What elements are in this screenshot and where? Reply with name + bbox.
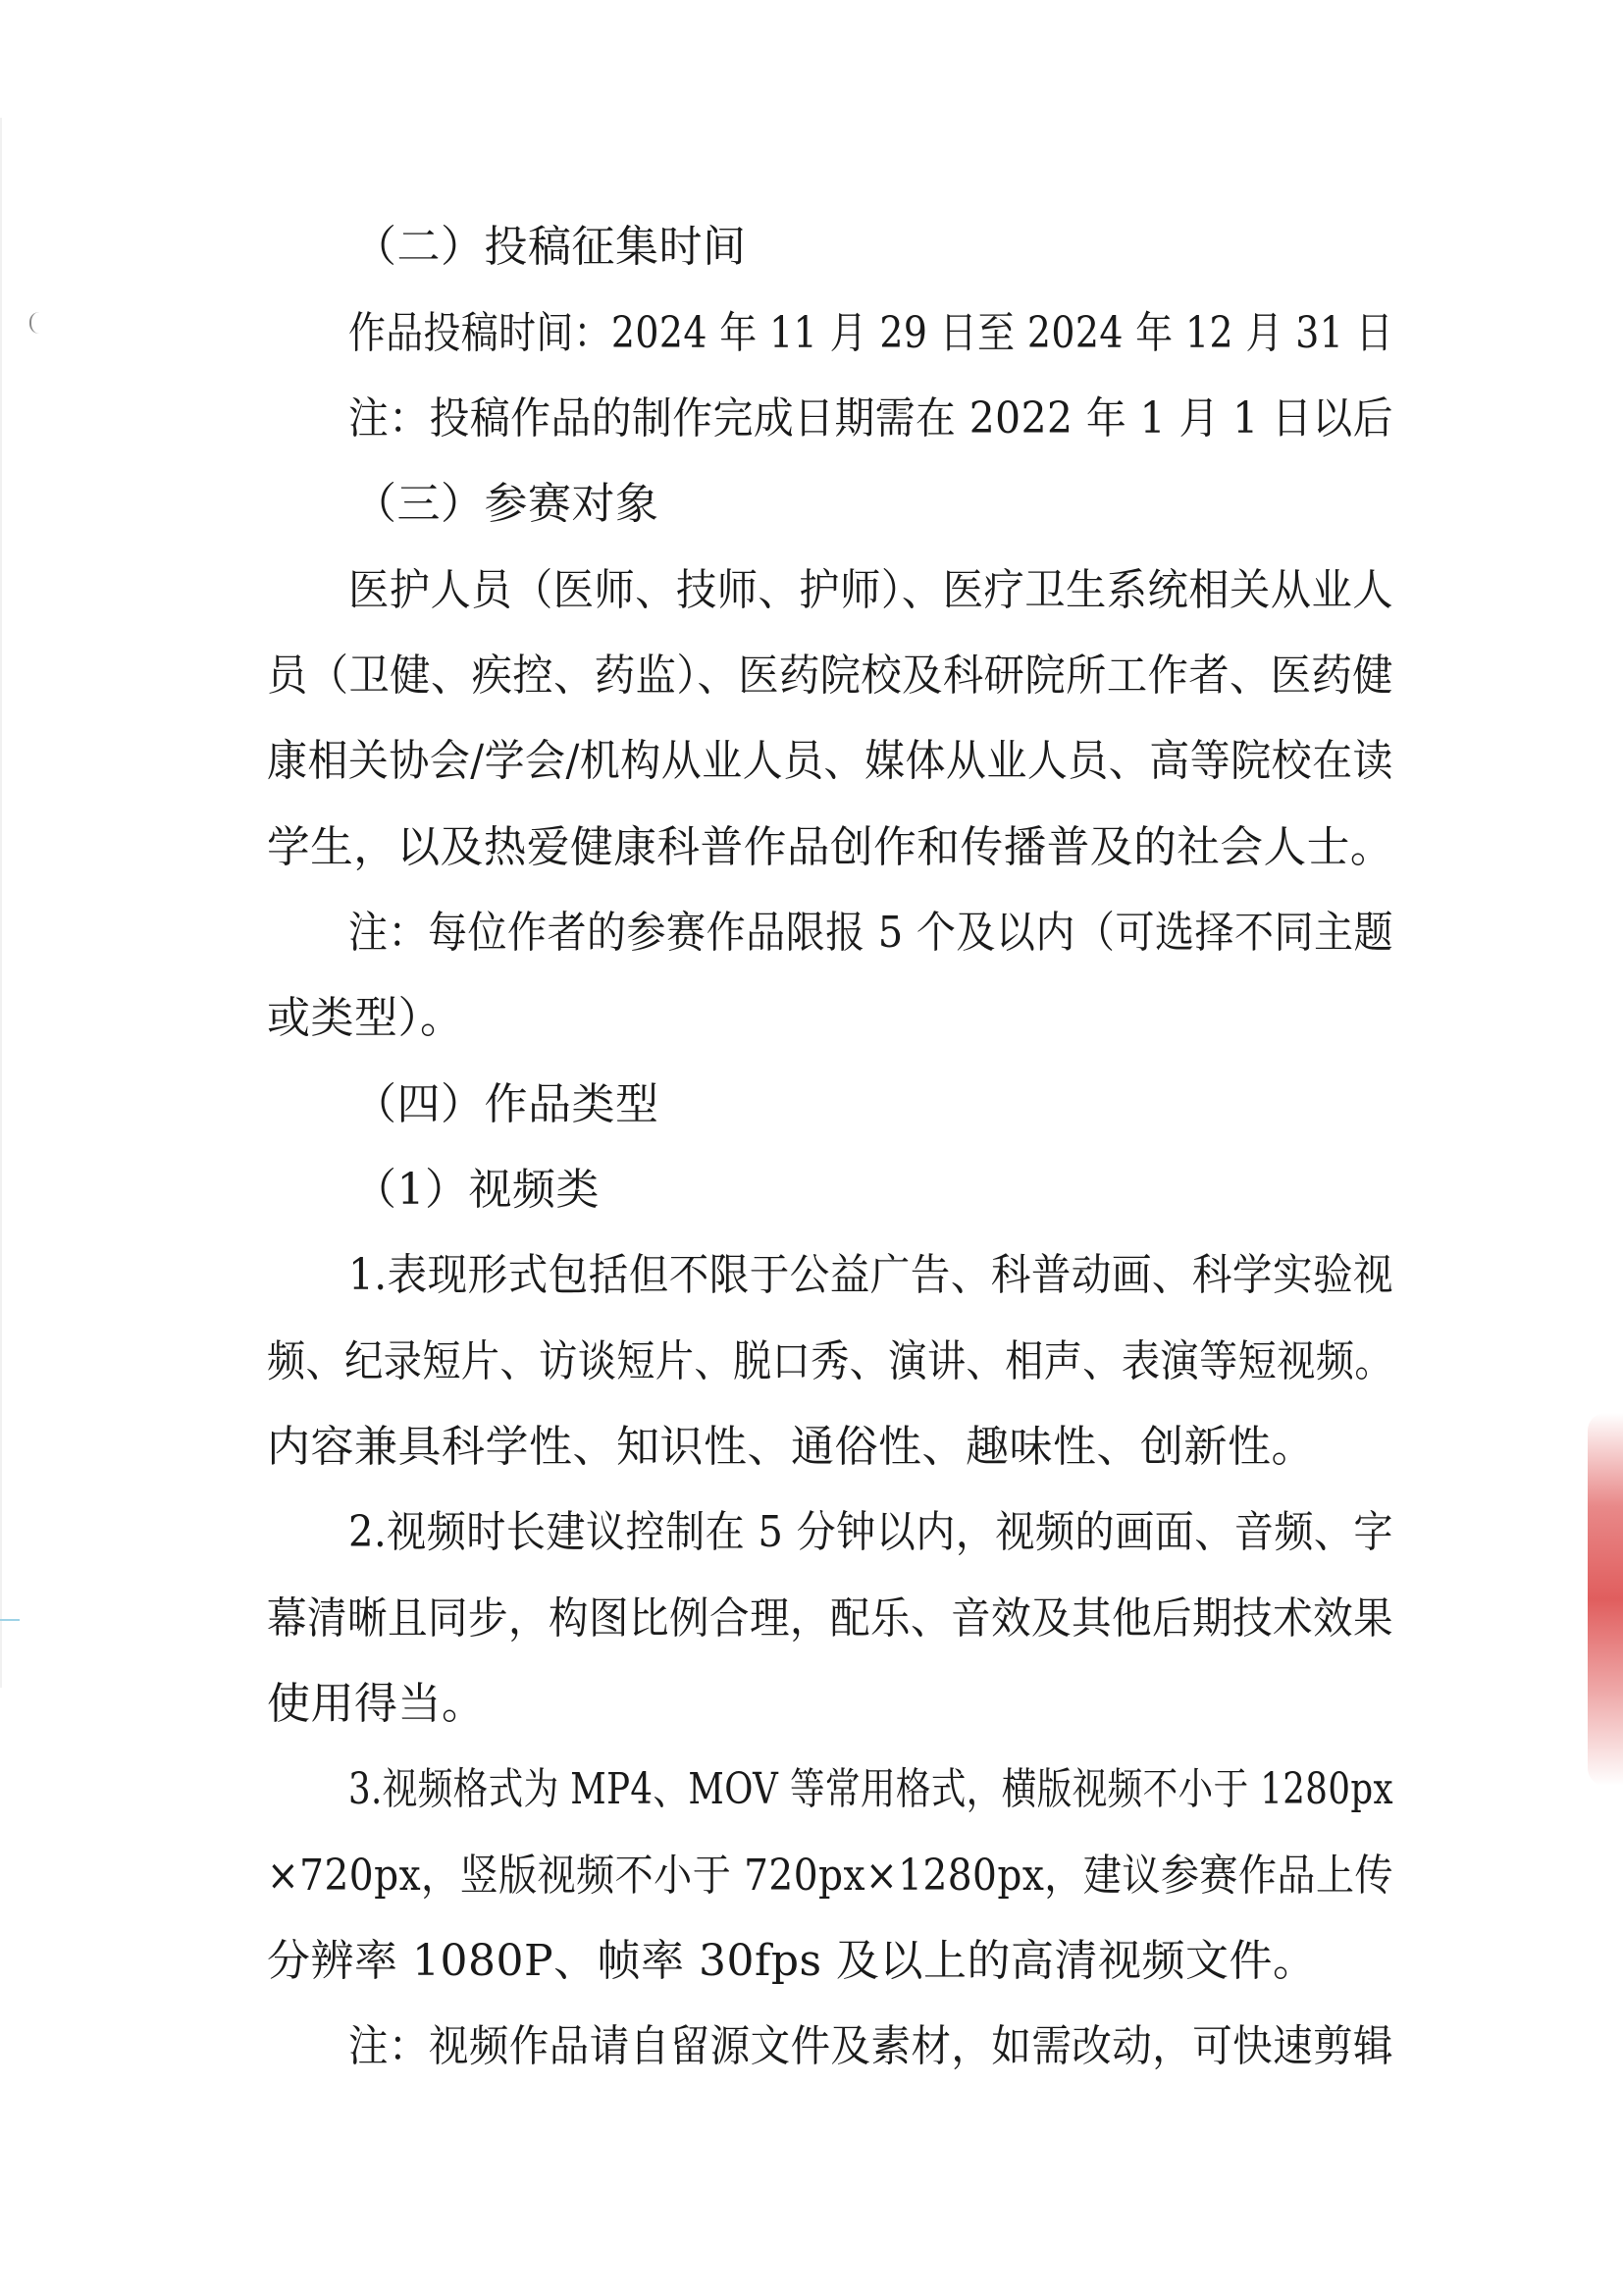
paragraph-line: 注：投稿作品的制作完成日期需在 2022 年 1 月 1 日以后 (348, 393, 1393, 444)
paragraph-line: 2.视频时长建议控制在 5 分钟以内，视频的画面、音频、字 (348, 1507, 1393, 1557)
paragraph-line: 频、纪录短片、访谈短片、脱口秀、演讲、相声、表演等短视频。 (267, 1336, 1393, 1386)
paragraph-line: 或类型）。 (267, 993, 464, 1043)
paragraph-line: 3.视频格式为 MP4、MOV 等常用格式，横版视频不小于 1280px (348, 1764, 1393, 1814)
paragraph-line: 1.表现形式包括但不限于公益广告、科普动画、科学实验视 (348, 1250, 1393, 1300)
paragraph-line: 注：视频作品请自留源文件及素材，如需改动，可快速剪辑 (348, 2021, 1393, 2071)
heading-video-category: （1）视频类 (353, 1165, 600, 1215)
heading-participants: （三）参赛对象 (353, 479, 659, 529)
paragraph-line: 作品投稿时间：2024 年 11 月 29 日至 2024 年 12 月 31 日 (348, 308, 1393, 358)
paragraph-line: 使用得当。 (267, 1679, 486, 1729)
paragraph-line: 幕清晰且同步，构图比例合理，配乐、音效及其他后期技术效果 (267, 1593, 1393, 1644)
heading-submission-period: （二）投稿征集时间 (353, 222, 747, 272)
paragraph-line: 注：每位作者的参赛作品限报 5 个及以内（可选择不同主题 (348, 908, 1393, 958)
paragraph-line: 分辨率 1080P、帧率 30fps 及以上的高清视频文件。 (267, 1936, 1317, 1986)
paragraph-line: 员（卫健、疾控、药监）、医药院校及科研院所工作者、医药健 (267, 651, 1393, 701)
paragraph-line: 内容兼具科学性、知识性、通俗性、趣味性、创新性。 (267, 1422, 1315, 1472)
heading-work-types: （四）作品类型 (353, 1079, 659, 1129)
paragraph-line: 康相关协会/学会/机构从业人员、媒体从业人员、高等院校在读 (267, 736, 1393, 786)
paragraph-line: 学生，以及热爱健康科普作品创作和传播普及的社会人士。 (267, 822, 1393, 872)
paragraph-line: ×720px，竖版视频不小于 720px×1280px，建议参赛作品上传 (267, 1851, 1393, 1901)
paragraph-line: 医护人员（医师、技师、护师）、医疗卫生系统相关从业人 (348, 565, 1393, 615)
